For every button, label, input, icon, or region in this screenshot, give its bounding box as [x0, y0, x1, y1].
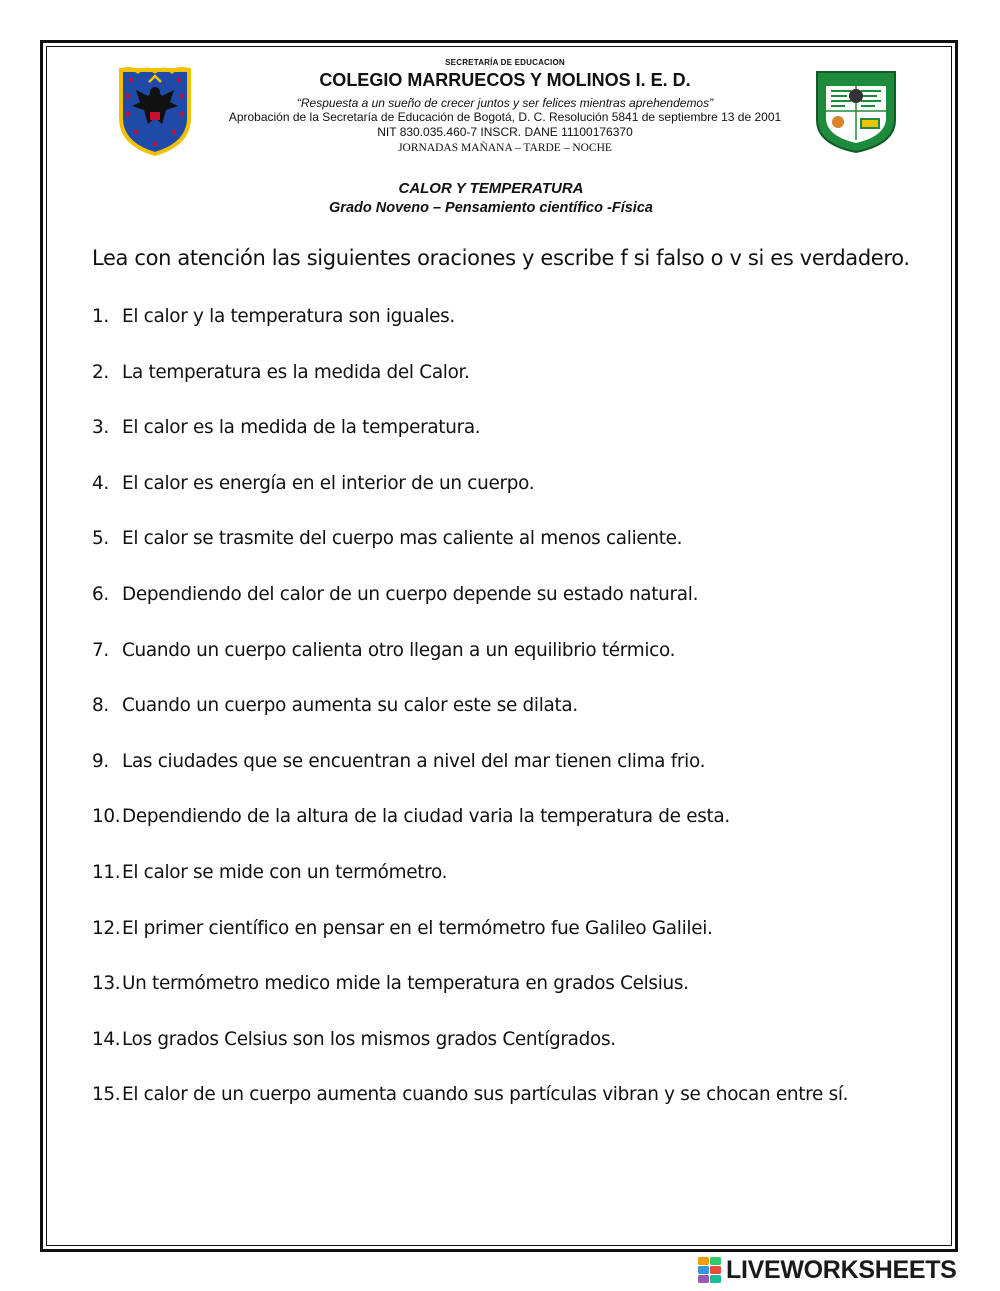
statement-text: El calor es la medida de la temperatura. [122, 417, 481, 439]
statement-number: 4. [92, 472, 109, 494]
statement-item [92, 417, 848, 473]
statement-item [92, 640, 848, 696]
statement-text: El primer científico en pensar en el termómetro fue Galileo Galilei. [122, 917, 713, 939]
school-name: COLEGIO MARRUECOS Y MOLINOS I. E. D. [319, 70, 691, 90]
statement-text: Los grados Celsius son los mismos grados Centígrados. [122, 1028, 616, 1050]
school-shifts: JORNADAS MAÑANA – TARDE – NOCHE [398, 142, 612, 154]
statement-text: El calor y la temperatura son iguales. [122, 306, 455, 327]
statement-text: Cuando un cuerpo aumenta su calor este se dilata. [122, 695, 578, 717]
statement-number: 1. [92, 306, 109, 327]
statement-number: 7. [92, 639, 109, 661]
statement-text: El calor de un cuerpo aumenta cuando sus partículas vibran y se chocan entre sí. [122, 1084, 849, 1106]
statement-number: 5. [92, 528, 109, 550]
statement-item [92, 806, 848, 862]
statement-number: 11. [92, 861, 121, 883]
statement-number: 9. [92, 750, 109, 772]
bogota-coat-of-arms-icon [118, 66, 192, 156]
statement-number: 12. [92, 917, 121, 939]
statement-item [92, 584, 848, 640]
statement-item [92, 695, 848, 751]
statement-item [92, 362, 848, 418]
statement-item [92, 862, 848, 918]
statement-number: 13. [92, 973, 121, 995]
statement-text: Dependiendo del calor de un cuerpo depende su estado natural. [122, 583, 699, 605]
statement-item [92, 306, 848, 362]
statement-item [92, 751, 848, 807]
statement-number: 2. [92, 361, 109, 383]
statement-item [92, 918, 848, 974]
statement-text: Cuando un cuerpo calienta otro llegan a un equilibrio térmico. [122, 639, 676, 661]
statement-list [92, 306, 848, 1140]
liveworksheets-logo[interactable] [698, 1256, 957, 1284]
statement-item [92, 1084, 848, 1140]
statement-number: 8. [92, 695, 109, 717]
statement-number: 3. [92, 417, 109, 439]
liveworksheets-blocks-icon [698, 1257, 722, 1283]
statement-item [92, 528, 848, 584]
worksheet-subtitle: Grado Noveno – Pensamiento científico -Física [329, 200, 653, 216]
worksheet-title: CALOR Y TEMPERATURA [398, 180, 584, 197]
statement-number: 10. [92, 806, 121, 828]
statement-text: El calor se trasmite del cuerpo mas caliente al menos caliente. [122, 528, 683, 550]
liveworksheets-brand: LIVEWORKSHEETS [726, 1255, 957, 1284]
statement-text: El calor se mide con un termómetro. [122, 861, 448, 883]
statement-item [92, 973, 848, 1029]
statement-item [92, 1029, 848, 1085]
statement-item [92, 473, 848, 529]
school-motto: “Respuesta a un sueño de crecer juntos y ser felices mientras aprehendemos” [296, 96, 714, 110]
statement-number: 6. [92, 583, 109, 605]
approval-text: Aprobación de la Secretaría de Educación de Bogotá, D. C. Resolución 5841 de septiembre 13 de 2001 [228, 110, 782, 124]
statement-number: 15. [92, 1084, 121, 1106]
statement-text: Dependiendo de la altura de la ciudad varia la temperatura de esta. [122, 806, 730, 828]
statement-text: El calor es energía en el interior de un cuerpo. [122, 472, 535, 494]
instruction-text: Lea con atención las siguientes oraciones y escribe f si falso o v si es verdadero. [92, 246, 910, 270]
statement-text: Las ciudades que se encuentran a nivel del mar tienen clima frio. [122, 750, 706, 772]
statement-number: 14. [92, 1028, 121, 1050]
school-shield-icon [813, 66, 899, 154]
secretaria-label: SECRETARÍA DE EDUCACION [445, 58, 565, 67]
statement-text: La temperatura es la medida del Calor. [122, 361, 470, 383]
statement-text: Un termómetro medico mide la temperatura en grados Celsius. [122, 973, 689, 995]
nit-text: NIT 830.035.460-7 INSCR. DANE 11100176370 [377, 125, 633, 139]
